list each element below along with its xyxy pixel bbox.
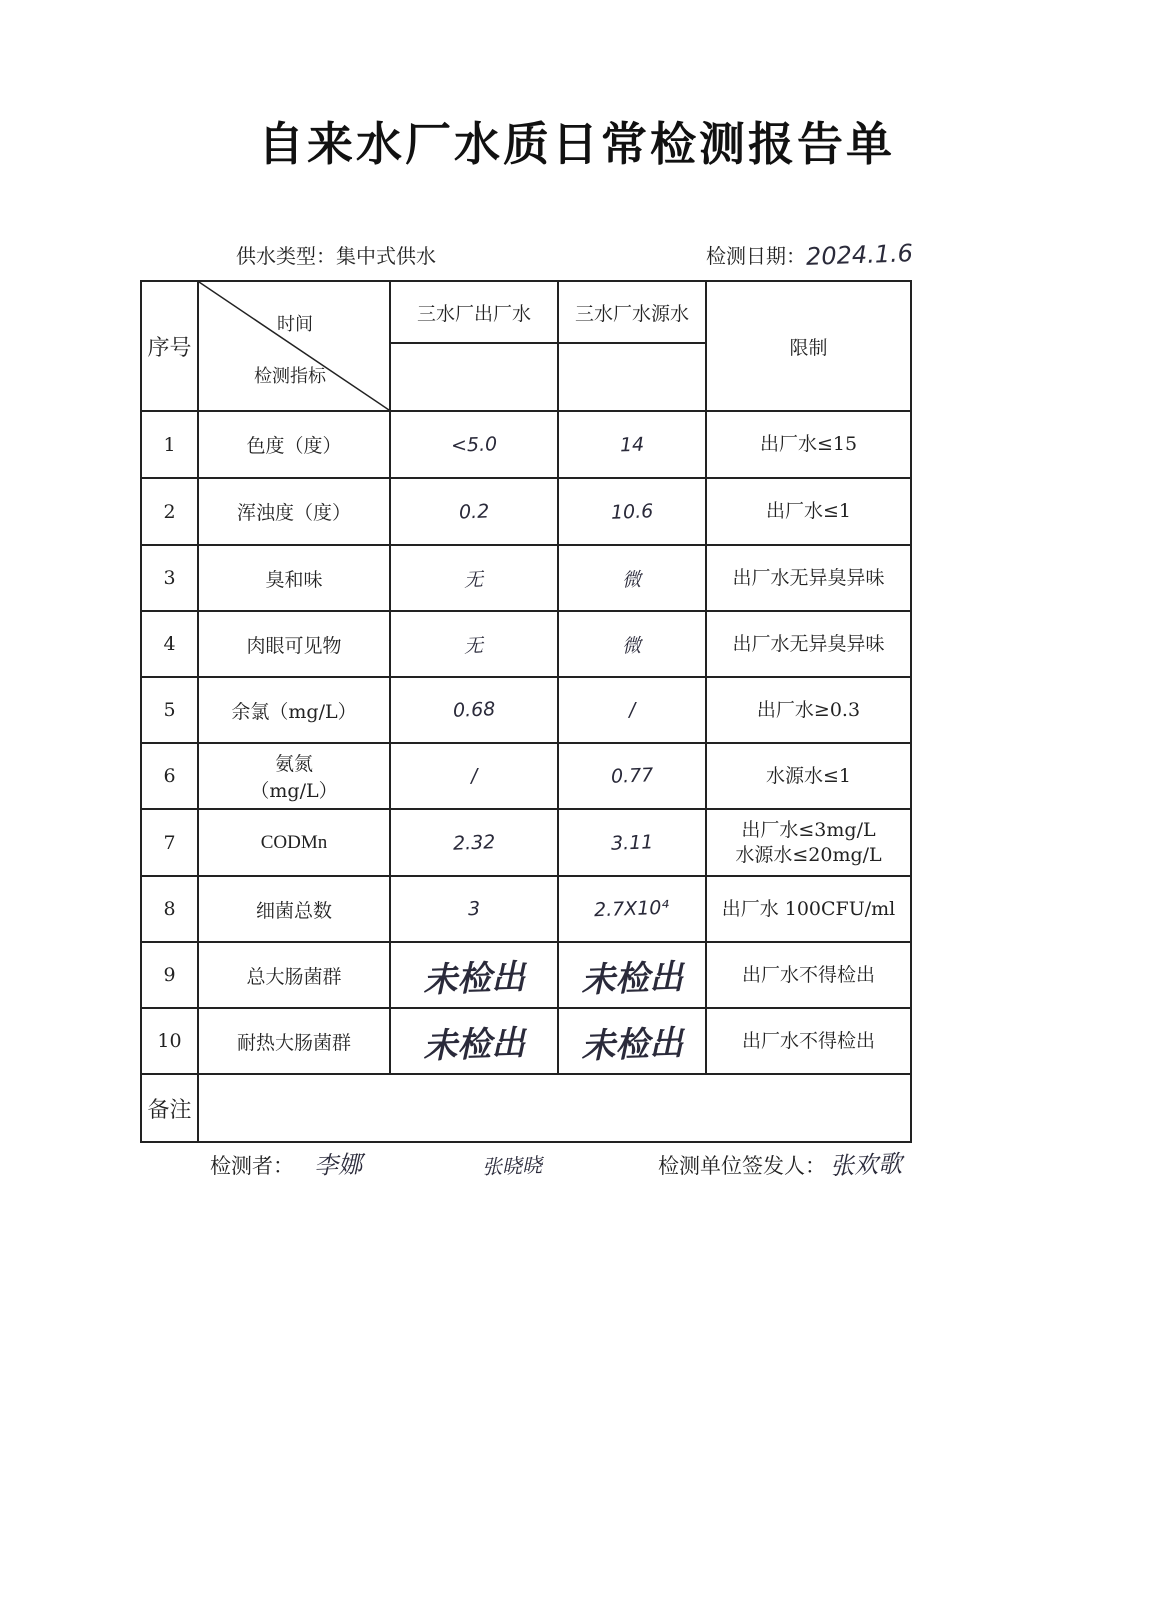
- row-source: 微: [558, 611, 706, 677]
- row-no: 6: [141, 743, 198, 809]
- diagonal-line: [199, 282, 389, 410]
- row-indicator: 色度（度）: [198, 411, 390, 478]
- test-date-value: 2024.1.6: [805, 239, 914, 271]
- row-indicator: 细菌总数: [198, 876, 390, 942]
- table-row: [141, 942, 911, 1008]
- issuer: [658, 1145, 902, 1180]
- row-no: 9: [141, 942, 198, 1008]
- row-no: 5: [141, 677, 198, 743]
- remarks-row: [141, 1074, 911, 1142]
- row-limit: 水源水≤1: [706, 743, 911, 809]
- table-row: [141, 743, 911, 809]
- row-source: 未检出: [558, 1008, 706, 1074]
- table-row: [141, 1008, 911, 1074]
- row-outlet: 0.2: [390, 478, 558, 545]
- row-source: /: [558, 677, 706, 743]
- row-no: 2: [141, 478, 198, 545]
- page-title: 自来水厂水质日常检测报告单: [258, 117, 895, 171]
- row-no: 4: [141, 611, 198, 677]
- header-no: 序号: [141, 281, 198, 411]
- test-date: [706, 240, 913, 269]
- table-row: [141, 677, 911, 743]
- row-outlet: 3: [390, 876, 558, 942]
- row-source: 微: [558, 545, 706, 611]
- row-indicator: 浑浊度（度）: [198, 478, 390, 545]
- tester-label: 检测者：: [210, 1154, 294, 1178]
- row-indicator: 总大肠菌群: [198, 942, 390, 1008]
- supply-type: [236, 240, 436, 269]
- supply-type-value: 集中式供水: [336, 244, 436, 268]
- row-source: 3.11: [558, 809, 706, 876]
- row-indicator-line1: 氨氮: [274, 753, 313, 775]
- header-diagonal-cell: [198, 281, 390, 411]
- supply-type-label: 供水类型：: [236, 244, 336, 268]
- row-outlet: 未检出: [390, 942, 558, 1008]
- header-outlet-blank: [390, 343, 558, 411]
- header-outlet: 三水厂出厂水: [390, 281, 558, 343]
- row-source: 10.6: [558, 478, 706, 545]
- report-table: [140, 280, 912, 1143]
- row-limit-line1: 出厂水≤3mg/L: [741, 818, 876, 841]
- row-limit: 出厂水不得检出: [706, 942, 911, 1008]
- row-outlet: 未检出: [390, 1008, 558, 1074]
- row-no: 10: [141, 1008, 198, 1074]
- table-row: [141, 876, 911, 942]
- tester-signature: 李娜: [313, 1150, 363, 1180]
- row-no: 1: [141, 411, 198, 478]
- tester: [210, 1145, 542, 1180]
- tester-signature-2: 张晓晓: [481, 1152, 543, 1180]
- row-no: 3: [141, 545, 198, 611]
- row-limit-line2: 水源水≤20mg/L: [735, 843, 882, 866]
- row-no: 7: [141, 809, 198, 876]
- row-outlet: 无: [390, 611, 558, 677]
- table-row: [141, 809, 911, 876]
- table-row: [141, 611, 911, 677]
- row-no: 8: [141, 876, 198, 942]
- table-row: [141, 478, 911, 545]
- header-indicator: 检测指标: [254, 366, 326, 387]
- row-source: 0.77: [558, 743, 706, 809]
- row-indicator: 余氯（mg/L）: [198, 677, 390, 743]
- header-time: 时间: [277, 314, 313, 335]
- row-source: 14: [558, 411, 706, 478]
- row-limit: 出厂水≤15: [706, 411, 911, 478]
- table-row: [141, 545, 911, 611]
- issuer-label: 检测单位签发人：: [658, 1154, 826, 1178]
- row-outlet: 0.68: [390, 677, 558, 743]
- row-limit: 出厂水不得检出: [706, 1008, 911, 1074]
- header-source-blank: [558, 343, 706, 411]
- row-outlet: 无: [390, 545, 558, 611]
- row-source: 2.7X10⁴: [558, 876, 706, 942]
- row-indicator: 耐热大肠菌群: [198, 1008, 390, 1074]
- row-indicator: 肉眼可见物: [198, 611, 390, 677]
- row-limit: 出厂水≤1: [706, 478, 911, 545]
- row-outlet: /: [390, 743, 558, 809]
- table-row: [141, 411, 911, 478]
- row-limit: 出厂水≥0.3: [706, 677, 911, 743]
- row-limit: 出厂水无异臭异味: [706, 545, 911, 611]
- remarks-value: [198, 1074, 911, 1142]
- row-limit: [706, 809, 911, 876]
- issuer-signature: 张欢歌: [829, 1149, 903, 1181]
- row-source: 未检出: [558, 942, 706, 1008]
- row-indicator: [198, 743, 390, 809]
- header-limit: 限制: [706, 281, 911, 411]
- row-outlet: 2.32: [390, 809, 558, 876]
- row-limit: 出厂水 100CFU/ml: [706, 876, 911, 942]
- remarks-label: 备注: [141, 1074, 198, 1142]
- row-limit: 出厂水无异臭异味: [706, 611, 911, 677]
- row-indicator: CODMn: [198, 809, 390, 876]
- row-indicator: 臭和味: [198, 545, 390, 611]
- row-outlet: <5.0: [390, 411, 558, 478]
- test-date-label: 检测日期：: [706, 244, 806, 268]
- row-indicator-line2: （mg/L）: [250, 780, 338, 802]
- header-source: 三水厂水源水: [558, 281, 706, 343]
